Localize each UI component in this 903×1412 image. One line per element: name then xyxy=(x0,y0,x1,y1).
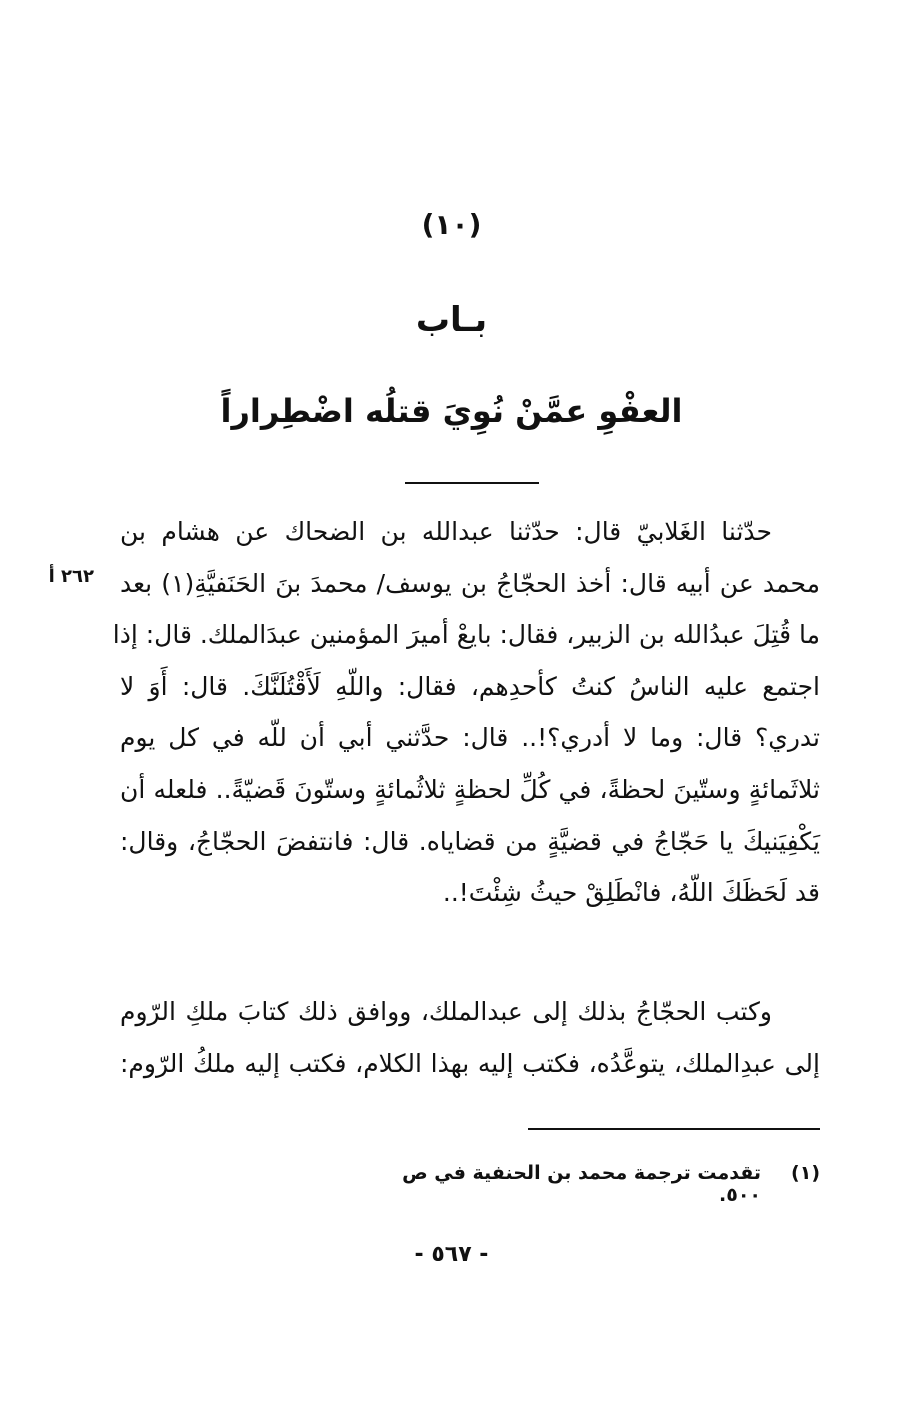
text-line: تدري؟ قال: وما لا أدري؟!.. قال: حدَّثني أبي أن للّه في كل يوم xyxy=(120,723,820,753)
page-number: - ٥٦٧ - xyxy=(414,1242,489,1267)
text-line: ما قُتِلَ عبدُالله بن الزبير، فقال: بايعْ أميرَ المؤمنين عبدَالملك. قال: إذا xyxy=(112,620,820,650)
text-line: ثلاثَمائةٍ وستّينَ لحظةً، في كُلِّ لحظةٍ ثلاثُمائةٍ وستّونَ قَضيّةً.. فلعله أن xyxy=(120,774,820,804)
footnote-divider xyxy=(528,1128,820,1130)
text-line: يَكْفِيَنيكَ يا حَجّاجُ في قضيَّةٍ من قضاياه. قال: فانتفضَ الحجّاجُ، وقال: xyxy=(120,826,820,856)
paragraph-2 xyxy=(120,986,820,1089)
text-line: قد لَحَظَكَ اللّهُ، فانْطَلِقْ حيثُ شِئْتَ!.. xyxy=(442,878,820,908)
text-line: إلى عبدِالملك، يتوعَّدُه، فكتب إليه بهذا الكلام، فكتب إليه ملكُ الرّوم: xyxy=(120,1048,820,1078)
section-heading: بـاب xyxy=(415,300,488,340)
chapter-number: (١٠) xyxy=(421,208,482,241)
title-divider xyxy=(405,482,539,484)
footnote-text: تقدمت ترجمة محمد بن الحنفية في ص ٥٠٠. xyxy=(402,1162,762,1206)
text-line: حدّثنا الغَلابيّ قال: حدّثنا عبدالله بن الضحاك عن هشام بن xyxy=(120,517,772,546)
text-line: وكتب الحجّاجُ بذلك إلى عبدالملك، ووافق ذلك كتابَ ملكِ الرّوم xyxy=(120,997,772,1026)
text-line: محمد عن أبيه قال: أخذ الحجّاجُ بن يوسف/ محمدَ بنَ الحَنَفيَّةِ(١) بعد xyxy=(120,568,821,598)
manuscript-folio-note: ٢٦٢ أ xyxy=(48,566,94,587)
footnote xyxy=(380,1162,820,1206)
footnote-marker: (١) xyxy=(791,1162,820,1184)
section-title: العفْوِ عمَّنْ نُوِيَ قتلُه اضْطِراراً xyxy=(220,392,683,430)
text-line: اجتمع عليه الناسُ كنتُ كأحدِهم، فقال: واللّهِ لَأَقْتُلَنَّكَ. قال: أَوَ لا xyxy=(120,671,820,701)
paragraph-1 xyxy=(112,506,821,919)
